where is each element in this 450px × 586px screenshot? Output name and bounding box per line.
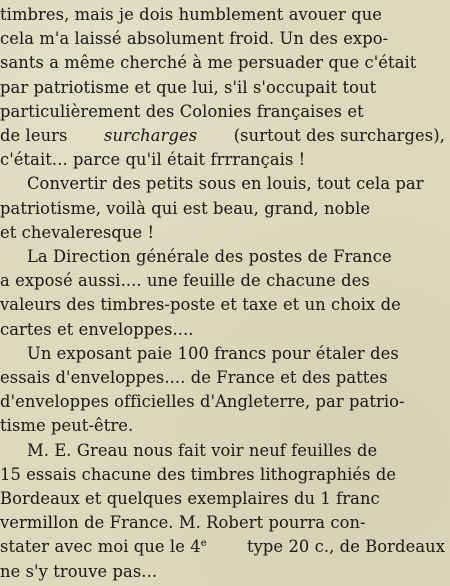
text-line-23 [0, 534, 445, 560]
line-text: stater avec moi que le 4 [0, 537, 201, 557]
line-text: cela m'a laissé absolument froid. Un des expo- [0, 29, 389, 49]
text-line-2 [0, 26, 445, 52]
text-line-8 [27, 171, 445, 197]
text-line-15 [27, 341, 445, 367]
text-line-4 [0, 75, 445, 101]
line-text: de leurs [0, 126, 68, 145]
text-line-9 [0, 196, 445, 222]
line-text: et chevaleresque ! [0, 222, 155, 242]
italic-word-surcharges: surcharges [104, 126, 198, 145]
line-text: d'enveloppes officielles d'Angleterre, par patrio- [0, 392, 405, 412]
line-text: particulièrement des Colonies françaises et [0, 101, 364, 121]
line-text: Bordeaux et quelques exemplaires du 1 franc [0, 489, 380, 508]
line-text: Convertir des petits sous en louis, tout cela par [27, 174, 424, 194]
text-line-22 [0, 510, 445, 536]
text-line-20 [0, 462, 445, 488]
line-text: a exposé aussi.... une feuille de chacune des [0, 271, 370, 291]
line-text: essais d'enveloppes.... de France et des pattes [0, 368, 388, 387]
text-line-24 [0, 559, 157, 585]
text-line-7 [0, 147, 305, 173]
line-text: vermillon de France. M. Robert pourra con- [0, 513, 366, 533]
text-line-17 [0, 389, 445, 415]
line-text: ne s'y trouve pas... [0, 561, 158, 581]
text-line-18 [0, 413, 133, 439]
line-text: M. E. Greau nous fait voir neuf feuilles de [27, 440, 378, 460]
line-text: patriotisme, voilà qui est beau, grand, noble [0, 198, 371, 218]
text-line-11 [27, 244, 445, 270]
line-text: par patriotisme et que lui, s'il s'occupait tout [0, 77, 377, 97]
line-text: Un exposant paie 100 francs pour étaler des [27, 343, 399, 363]
text-line-21 [0, 486, 445, 512]
text-line-3 [0, 50, 445, 76]
line-text: valeurs des timbres-poste et taxe et un choix de [0, 295, 401, 315]
text-line-16 [0, 365, 445, 391]
line-text: sants a même cherché à me persuader que c'était [0, 53, 417, 73]
text-line-5 [0, 99, 445, 125]
line-text: tisme peut-être. [0, 416, 134, 436]
line-text: La Direction générale des postes de France [27, 247, 392, 266]
line-text: c'était... parce qu'il était frrrançais ! [0, 150, 306, 170]
line-text: 15 essais chacune des timbres lithographiés de [0, 464, 397, 484]
text-line-6 [0, 123, 445, 149]
text-line-19 [27, 438, 445, 464]
text-line-12 [0, 268, 445, 294]
text-line-10 [0, 220, 154, 246]
line-text: timbres, mais je dois humblement avouer que [0, 5, 383, 24]
text-line-14 [0, 317, 194, 343]
line-text: (surtout des surcharges), [233, 126, 445, 145]
line-text-with-superscript: stater avec moi que le 4e [0, 534, 207, 560]
text-line-13 [0, 292, 445, 318]
line-text: type 20 c., de Bordeaux [246, 537, 445, 557]
line-text: cartes et enveloppes.... [0, 319, 194, 339]
text-line-1 [0, 2, 445, 28]
